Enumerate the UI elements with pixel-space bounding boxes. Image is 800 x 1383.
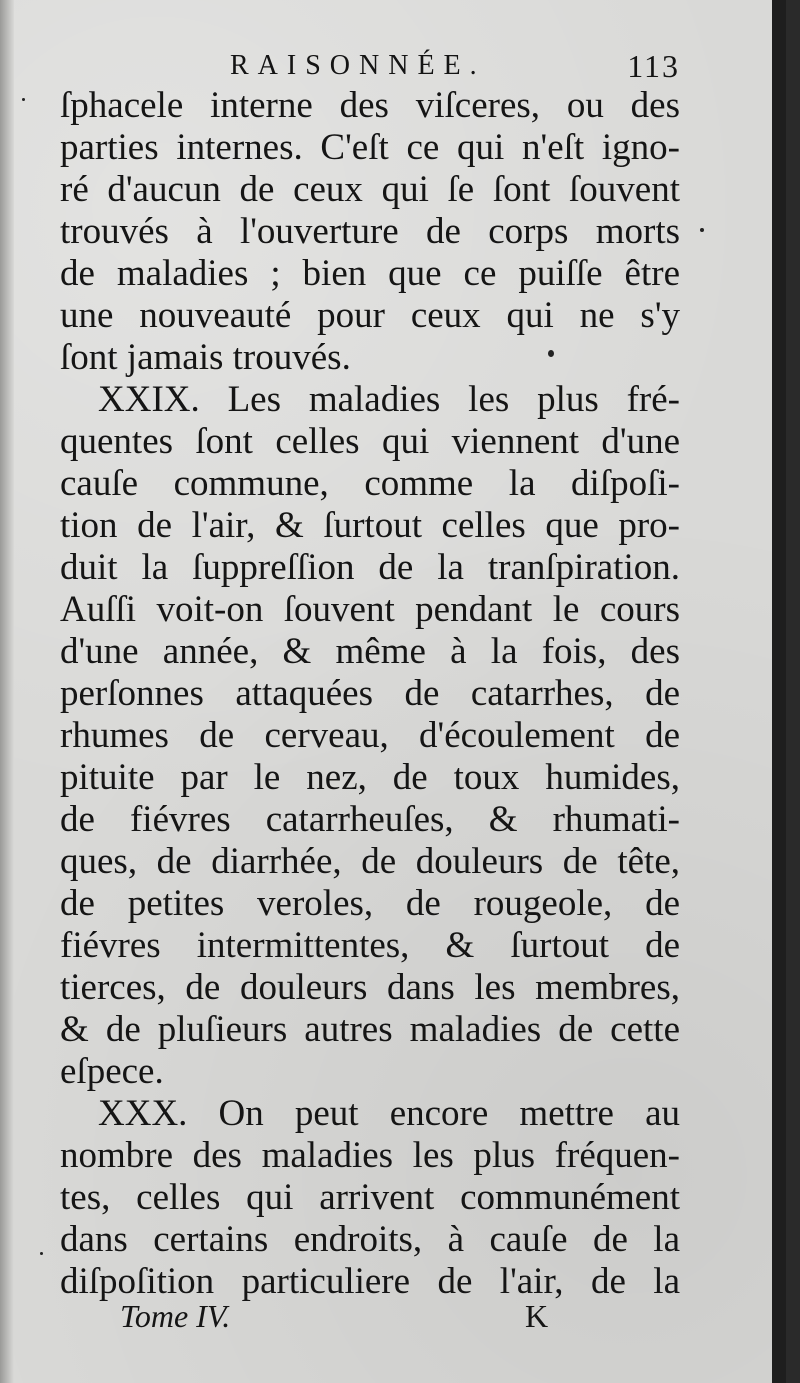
text-line: XXIX. Les maladies les plus fré- — [98, 379, 680, 420]
text-line: diſpoſition particuliere de l'air, de la — [60, 1261, 680, 1302]
text-line: d'une année, & même à la fois, des — [60, 631, 680, 672]
volume-signature: Tome IV. — [120, 1298, 231, 1334]
quire-mark: K — [525, 1298, 549, 1334]
running-head — [60, 48, 680, 88]
text-line: Auſſi voit-on ſouvent pendant le cours — [60, 589, 680, 630]
text-line: pituite par le nez, de toux humides, — [60, 757, 680, 798]
text-line: & de pluſieurs autres maladies de cette — [60, 1009, 680, 1050]
text-line: tierces, de douleurs dans les membres, — [60, 967, 680, 1008]
page-number: 113 — [627, 48, 680, 84]
text-line: XXX. On peut encore mettre au — [98, 1093, 680, 1134]
text-line: fiévres intermittentes, & ſurtout de — [60, 925, 680, 966]
text-line: ques, de diarrhée, de douleurs de tête, — [60, 841, 680, 882]
page-spine-shadow — [0, 0, 14, 1383]
text-line: perſonnes attaquées de catarrhes, de — [60, 673, 680, 714]
page-footer — [120, 1298, 620, 1338]
text-line: dans certains endroits, à cauſe de la — [60, 1219, 680, 1260]
text-line: eſpece. — [60, 1051, 164, 1092]
text-line: trouvés à l'ouverture de corps morts — [60, 211, 680, 252]
text-line: ré d'aucun de ceux qui ſe ſont ſouvent — [60, 169, 680, 210]
text-line: une nouveauté pour ceux qui ne s'y — [60, 295, 680, 336]
text-line: ſont jamais trouvés. — [60, 337, 351, 378]
ink-speck — [548, 350, 554, 357]
text-line: de fiévres catarrheuſes, & rhumati- — [60, 799, 680, 840]
body-text — [60, 85, 680, 1303]
text-line: de maladies ; bien que ce puiſſe être — [60, 253, 680, 294]
text-line: tion de l'air, & ſurtout celles que pro- — [60, 505, 680, 546]
ink-speck — [700, 228, 704, 232]
ink-speck — [40, 1252, 43, 1255]
text-line: nombre des maladies les plus fréquen- — [60, 1135, 680, 1176]
text-line: rhumes de cerveau, d'écoulement de — [60, 715, 680, 756]
text-line: duit la ſuppreſſion de la tranſpiration. — [60, 547, 680, 588]
text-line: cauſe commune, comme la diſpoſi- — [60, 463, 680, 504]
text-line: tes, celles qui arrivent communément — [60, 1177, 680, 1218]
text-line: parties internes. C'eſt ce qui n'eſt igno- — [60, 127, 680, 168]
text-line: de petites veroles, de rougeole, de — [60, 883, 680, 924]
ink-speck — [22, 98, 25, 101]
text-line: ſphacele interne des viſceres, ou des — [60, 85, 680, 126]
running-head-title: RAISONNÉE. — [230, 50, 486, 81]
page-edge — [772, 0, 786, 1383]
text-line: quentes ſont celles qui viennent d'une — [60, 421, 680, 462]
